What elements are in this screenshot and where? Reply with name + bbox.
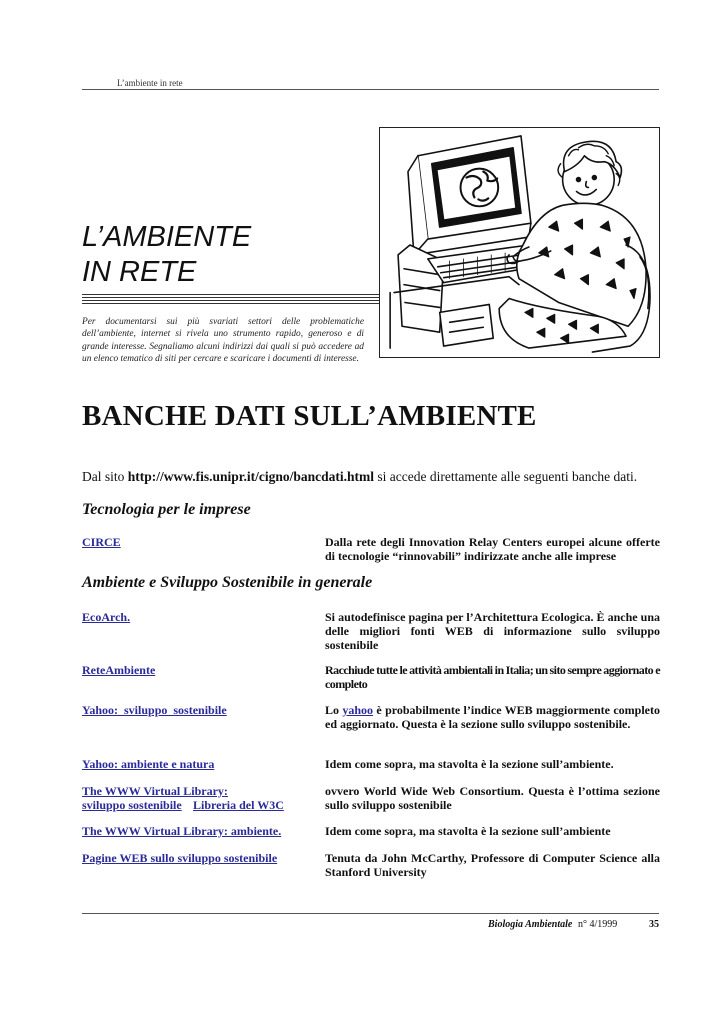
desc-yahoo-ambiente: Idem come sopra, ma stavolta è la sezione sull’ambiente.	[325, 757, 614, 771]
running-head: L’ambiente in rete	[117, 78, 183, 88]
article-title-line2: IN RETE	[82, 256, 197, 288]
desc-yahoo-post: è probabilmente l’indice WEB maggiormente completo ed aggiornato. Questa è la sezione sullo sviluppo sostenibile.	[325, 703, 660, 731]
article-title-line1: L’AMBIENTE	[82, 221, 252, 253]
link-yahoo-ambiente[interactable]: Yahoo: ambiente e natura	[82, 757, 215, 771]
inline-link-yahoo[interactable]: yahoo	[342, 703, 374, 717]
article-title	[82, 220, 251, 290]
desc-reteambiente: Racchiude tutte le attività ambientali in Italia; un sito sempre aggiornato e completo	[325, 663, 660, 691]
computer-user-illustration	[380, 128, 659, 357]
link-www-virtual-library[interactable]: The WWW Virtual Library:	[82, 784, 228, 798]
section-title: BANCHE DATI SULL’AMBIENTE	[82, 400, 537, 432]
footer-journal: Biologia Ambientale	[488, 919, 573, 930]
source-suffix: si accede direttamente alle seguenti banche dati.	[374, 469, 638, 484]
link-yahoo-sviluppo[interactable]: Yahoo: sviluppo sostenibile	[82, 703, 227, 717]
header-rule	[82, 89, 659, 90]
group-heading-tecnologia: Tecnologia per le imprese	[82, 501, 251, 518]
footer-issue: n° 4/1999	[578, 919, 618, 930]
source-prefix: Dal sito	[82, 469, 128, 484]
desc-pagine-web: Tenuta da John McCarthy, Professore di Computer Science alla Stanford University	[325, 851, 660, 879]
link-circe[interactable]: CIRCE	[82, 535, 121, 549]
title-rules	[82, 294, 379, 306]
link-reteambiente[interactable]: ReteAmbiente	[82, 663, 156, 677]
link-pagine-web[interactable]: Pagine WEB sullo sviluppo sostenibile	[82, 851, 278, 865]
source-url: http://www.fis.unipr.it/cigno/bancdati.html	[127, 469, 375, 484]
desc-yahoo-pre: Lo	[325, 703, 343, 717]
illustration-frame	[379, 127, 660, 358]
footer-page-number: 35	[649, 919, 659, 930]
link-libreria-w3c[interactable]: Libreria del W3C	[193, 798, 284, 812]
group-heading-ambiente: Ambiente e Sviluppo Sostenibile in generale	[82, 574, 373, 591]
desc-circe: Dalla rete degli Innovation Relay Centers europei alcune offerte di tecnologie “rinnovabili” indirizzate anche alle imprese	[325, 535, 660, 563]
link-ecoarch[interactable]: EcoArch.	[82, 610, 131, 624]
link-sviluppo-sostenibile[interactable]: sviluppo sostenibile	[82, 798, 182, 812]
intro-paragraph: Per documentarsi sui più svariati settori delle problematiche dell’ambiente, internet si rivela uno strumento rapido, generoso e di grande interesse. Segnaliamo alcuni indirizzi dai quali si può accedere ad un elenco tematico di siti per cercare e scaricare i documenti di interesse.	[82, 317, 364, 364]
desc-yahoo-sviluppo	[325, 703, 660, 731]
footer-rule	[82, 913, 659, 914]
desc-www-virtual-library: ovvero World Wide Web Consortium. Questa è l’ottima sezione sullo sviluppo sostenibile	[325, 784, 660, 812]
source-line	[82, 469, 637, 485]
desc-www-virtual-library-ambiente: Idem come sopra, ma stavolta è la sezione sull’ambiente	[325, 824, 611, 838]
desc-ecoarch: Si autodefinisce pagina per l’Architettura Ecologica. È anche una delle migliori fonti WEB di informazione sullo sviluppo sostenibile	[325, 610, 660, 652]
link-www-virtual-library-ambiente[interactable]: The WWW Virtual Library: ambiente.	[82, 824, 282, 838]
